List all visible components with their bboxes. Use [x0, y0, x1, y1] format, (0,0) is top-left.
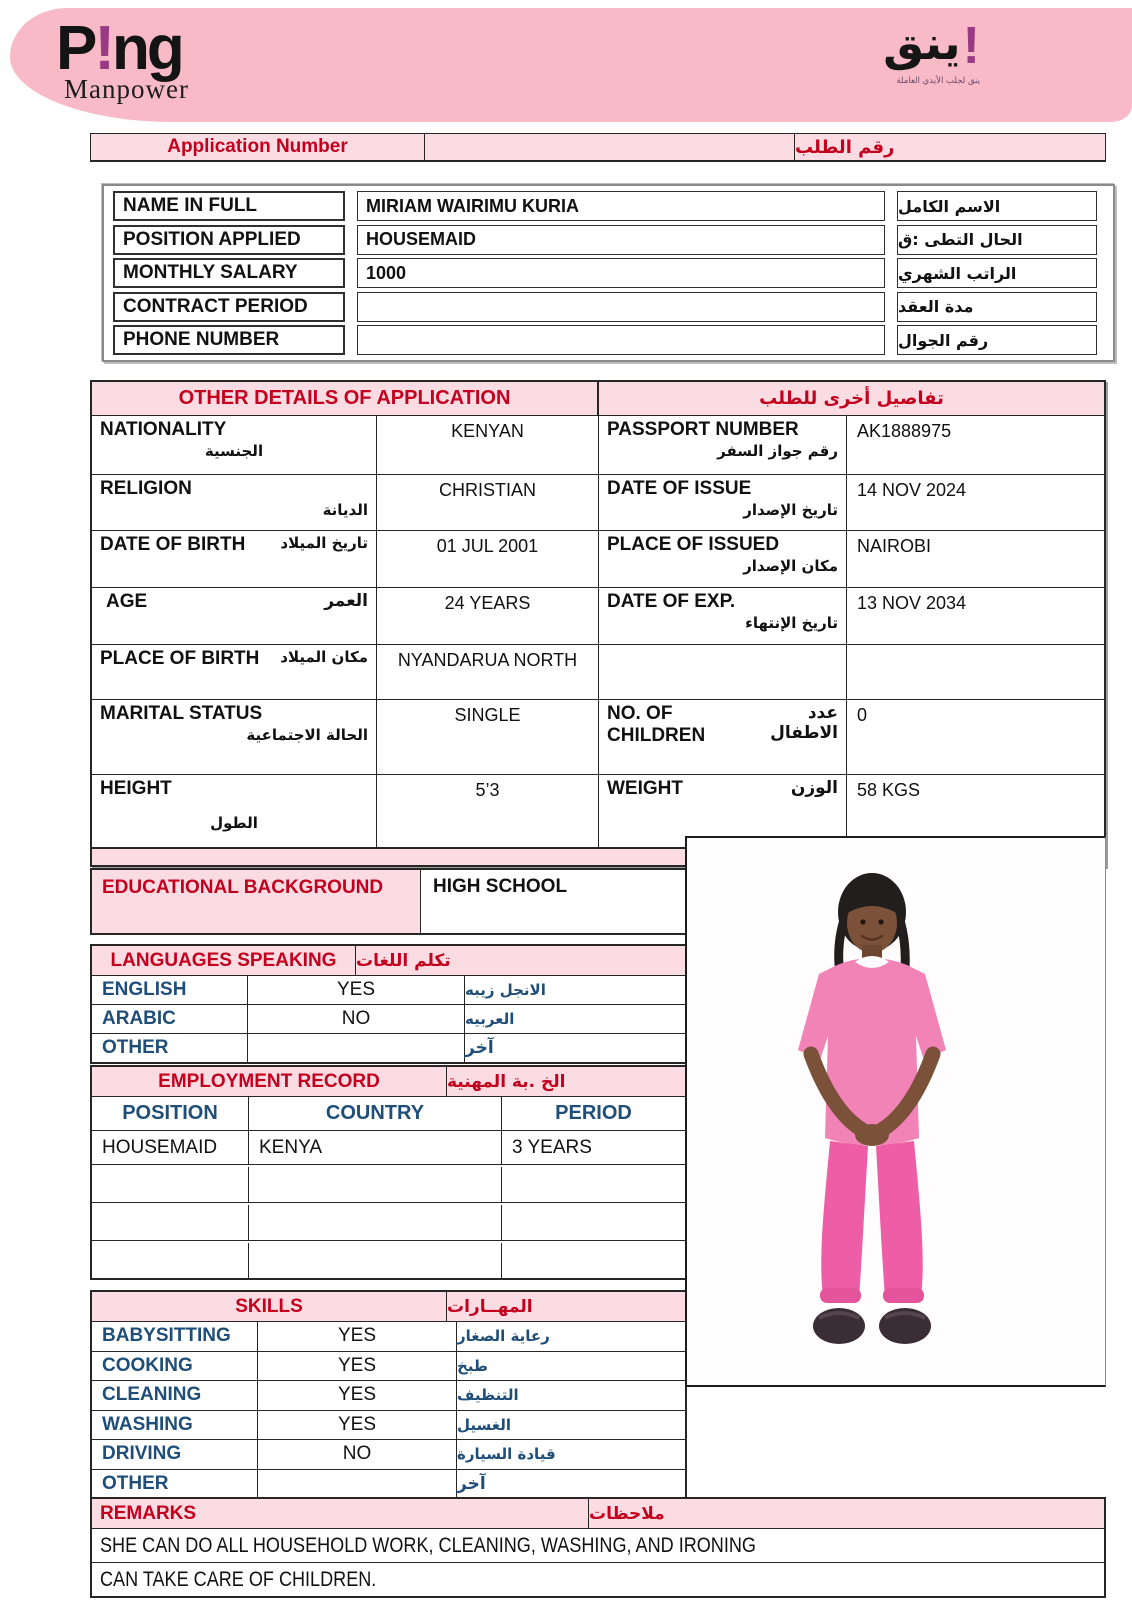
empty-cell	[847, 645, 1104, 699]
english-value: YES	[248, 976, 465, 1004]
table-row	[113, 292, 1104, 322]
passport-number-label: PASSPORT NUMBER رقم جواز السفر	[599, 416, 847, 474]
skills-table	[90, 1290, 687, 1500]
empty-cell	[599, 645, 847, 699]
period-column-header: PERIOD	[555, 1102, 632, 1124]
position-value: HOUSEMAID	[357, 225, 885, 255]
logo-subtitle: Manpower	[64, 74, 189, 104]
logo-letters-ng: ng	[112, 14, 182, 83]
application-number-label-arabic: رقم الطلب	[795, 136, 895, 158]
washing-value: YES	[258, 1411, 457, 1440]
employment-row	[92, 1165, 685, 1203]
weight-value: 58 KGS	[857, 780, 921, 800]
employment-position: HOUSEMAID	[92, 1131, 249, 1164]
cooking-label: COOKING	[92, 1352, 258, 1381]
salary-label-arabic: الراتب الشهري	[897, 258, 1097, 288]
other-details-table	[90, 380, 1106, 867]
educational-background-table	[90, 868, 687, 935]
english-label: ENGLISH	[92, 976, 248, 1004]
table-row	[92, 1440, 685, 1470]
table-row	[92, 1381, 685, 1411]
salary-label: MONTHLY SALARY	[113, 258, 345, 288]
application-number-bar	[90, 133, 1106, 162]
date-of-birth-label: DATE OF BIRTH تاريخ الميلاد	[92, 531, 377, 587]
table-row	[92, 1470, 685, 1499]
remarks-title: REMARKS	[92, 1499, 589, 1528]
applicant-photo	[685, 836, 1106, 1387]
other-skill-value	[258, 1470, 457, 1499]
remarks-title-arabic: ملاحظات	[589, 1503, 665, 1524]
position-label: POSITION APPLIED	[113, 225, 345, 255]
place-of-issue-label: PLACE OF ISSUED مكان الإصدار	[599, 531, 847, 587]
place-of-birth-label: PLACE OF BIRTH مكان الميلاد	[92, 645, 377, 699]
name-value: MIRIAM WAIRIMU KURIA	[357, 191, 885, 221]
remarks-line: CAN TAKE CARE OF CHILDREN.	[100, 1567, 377, 1591]
religion-value: CHRISTIAN	[377, 475, 599, 530]
salary-value: 1000	[357, 258, 885, 288]
table-row	[92, 1322, 685, 1352]
employment-row	[92, 1241, 685, 1278]
employment-country: KENYA	[249, 1131, 502, 1164]
skills-header	[92, 1292, 685, 1322]
english-label-arabic: الانجل زيبه	[465, 981, 546, 999]
other-details-header	[92, 382, 1104, 416]
age-label: AGE العمر	[92, 588, 377, 644]
education-label: EDUCATIONAL BACKGROUND	[92, 870, 421, 933]
ping-manpower-logo	[56, 14, 189, 104]
cleaning-label-arabic: التنظيف	[457, 1386, 519, 1405]
main-info-table	[102, 184, 1115, 362]
washing-label-arabic: الغسيل	[457, 1415, 512, 1434]
name-label: NAME IN FULL	[113, 191, 345, 221]
employment-row	[92, 1203, 685, 1241]
other-language-label: OTHER	[92, 1034, 248, 1062]
table-row	[92, 1352, 685, 1382]
table-row	[92, 976, 685, 1005]
remarks-table	[90, 1497, 1106, 1598]
age-value: 24 YEARS	[377, 588, 599, 644]
table-row	[113, 225, 1104, 255]
applicant-photo-illustration	[687, 838, 1104, 1385]
employment-header	[92, 1067, 685, 1097]
driving-label-arabic: قيادة السيارة	[457, 1445, 556, 1464]
languages-title: LANGUAGES SPEAKING	[92, 946, 356, 975]
employment-record-table	[90, 1065, 687, 1280]
skills-title-arabic: المهــارات	[447, 1296, 533, 1317]
application-number-value	[425, 134, 795, 160]
employment-column-headers	[92, 1097, 685, 1131]
driving-label: DRIVING	[92, 1440, 258, 1469]
arabic-label: ARABIC	[92, 1005, 248, 1033]
table-row	[92, 645, 1104, 700]
babysitting-label: BABYSITTING	[92, 1322, 258, 1351]
children-count-value: 0	[857, 705, 868, 725]
table-row	[113, 191, 1104, 221]
cleaning-label: CLEANING	[92, 1381, 258, 1410]
place-of-birth-value: NYANDARUA NORTH	[377, 645, 599, 699]
application-number-label: Application Number	[91, 134, 425, 160]
other-details-title-arabic: تفاصيل أخرى للطلب	[759, 388, 944, 409]
logo-exclamation: !	[94, 14, 113, 83]
table-row	[92, 1005, 685, 1034]
country-column-header: COUNTRY	[249, 1097, 502, 1130]
contract-label: CONTRACT PERIOD	[113, 292, 345, 322]
logo-wordmark	[56, 14, 189, 83]
weight-label: WEIGHT الوزن	[599, 775, 847, 847]
contract-value	[357, 292, 885, 322]
table-row	[92, 588, 1104, 645]
height-value: 5’3	[377, 775, 599, 847]
height-label: HEIGHT الطول	[92, 775, 377, 847]
nationality-label: NATIONALITY الجنسية	[92, 416, 377, 474]
position-label-arabic: الحال التطى :ق	[897, 225, 1097, 255]
other-skill-label-arabic: آخر	[457, 1473, 486, 1494]
position-column-header: POSITION	[92, 1097, 249, 1130]
driving-value: NO	[258, 1440, 457, 1469]
children-count-label: NO. OF CHILDREN عدد الاطفال	[599, 700, 847, 774]
religion-label: RELIGION الديانة	[92, 475, 377, 530]
languages-title-arabic: تكلم اللغات	[356, 950, 451, 971]
contract-label-arabic: مدة العقد	[897, 292, 1097, 322]
other-details-title: OTHER DETAILS OF APPLICATION	[92, 382, 599, 415]
date-of-expiry-label: DATE OF EXP. تاريخ الإنتهاء	[599, 588, 847, 644]
table-row	[113, 325, 1104, 355]
cooking-value: YES	[258, 1352, 457, 1381]
arabic-logo-exclamation: !	[962, 17, 980, 75]
nationality-value: KENYAN	[377, 416, 599, 474]
place-of-issue-value: NAIROBI	[857, 536, 932, 556]
employment-title: EMPLOYMENT RECORD	[92, 1067, 447, 1096]
logo-letter-p: P	[56, 14, 95, 83]
employment-period: 3 YEARS	[512, 1136, 592, 1158]
washing-label: WASHING	[92, 1411, 258, 1440]
babysitting-value: YES	[258, 1322, 457, 1351]
languages-header	[92, 946, 685, 976]
remarks-header	[92, 1499, 1104, 1529]
employment-row	[92, 1131, 685, 1165]
education-value: HIGH SCHOOL	[433, 876, 568, 897]
table-row	[92, 1411, 685, 1441]
table-row	[92, 1034, 685, 1062]
date-of-issue-label: DATE OF ISSUE تاريخ الإصدار	[599, 475, 847, 530]
phone-label-arabic: رقم الجوال	[897, 325, 1097, 355]
date-of-birth-value: 01 JUL 2001	[377, 531, 599, 587]
ping-arabic-logo	[883, 16, 980, 86]
other-language-label-arabic: آخر	[465, 1038, 494, 1058]
table-row	[92, 416, 1104, 475]
table-row	[92, 531, 1104, 588]
marital-status-value: SINGLE	[377, 700, 599, 774]
remarks-line: SHE CAN DO ALL HOUSEHOLD WORK, CLEANING, WASHING, AND IRONING	[92, 1529, 1104, 1563]
skills-title: SKILLS	[92, 1292, 447, 1321]
cooking-label-arabic: طبخ	[457, 1356, 489, 1375]
arabic-logo-wordmark: ينق	[883, 16, 961, 70]
arabic-logo-tagline: ينق لجلب الأيدي العاملة	[896, 76, 980, 86]
other-skill-label: OTHER	[92, 1470, 258, 1499]
arabic-value: NO	[248, 1005, 465, 1033]
phone-label: PHONE NUMBER	[113, 325, 345, 355]
table-row	[92, 700, 1104, 775]
phone-value	[357, 325, 885, 355]
arabic-label-arabic: العربيه	[465, 1010, 515, 1028]
name-label-arabic: الاسم الكامل	[897, 191, 1097, 221]
table-row	[92, 475, 1104, 531]
date-of-expiry-value: 13 NOV 2034	[857, 593, 967, 613]
table-row	[113, 258, 1104, 288]
date-of-issue-value: 14 NOV 2024	[857, 480, 967, 500]
babysitting-label-arabic: رعاية الصغار	[457, 1327, 550, 1346]
passport-number-value: AK1888975	[857, 421, 952, 441]
languages-table	[90, 944, 687, 1064]
employment-title-arabic: الخ .بة المهنية	[447, 1071, 566, 1092]
other-language-value	[248, 1034, 465, 1062]
marital-status-label: MARITAL STATUS الحالة الاجتماعية	[92, 700, 377, 774]
cleaning-value: YES	[258, 1381, 457, 1410]
